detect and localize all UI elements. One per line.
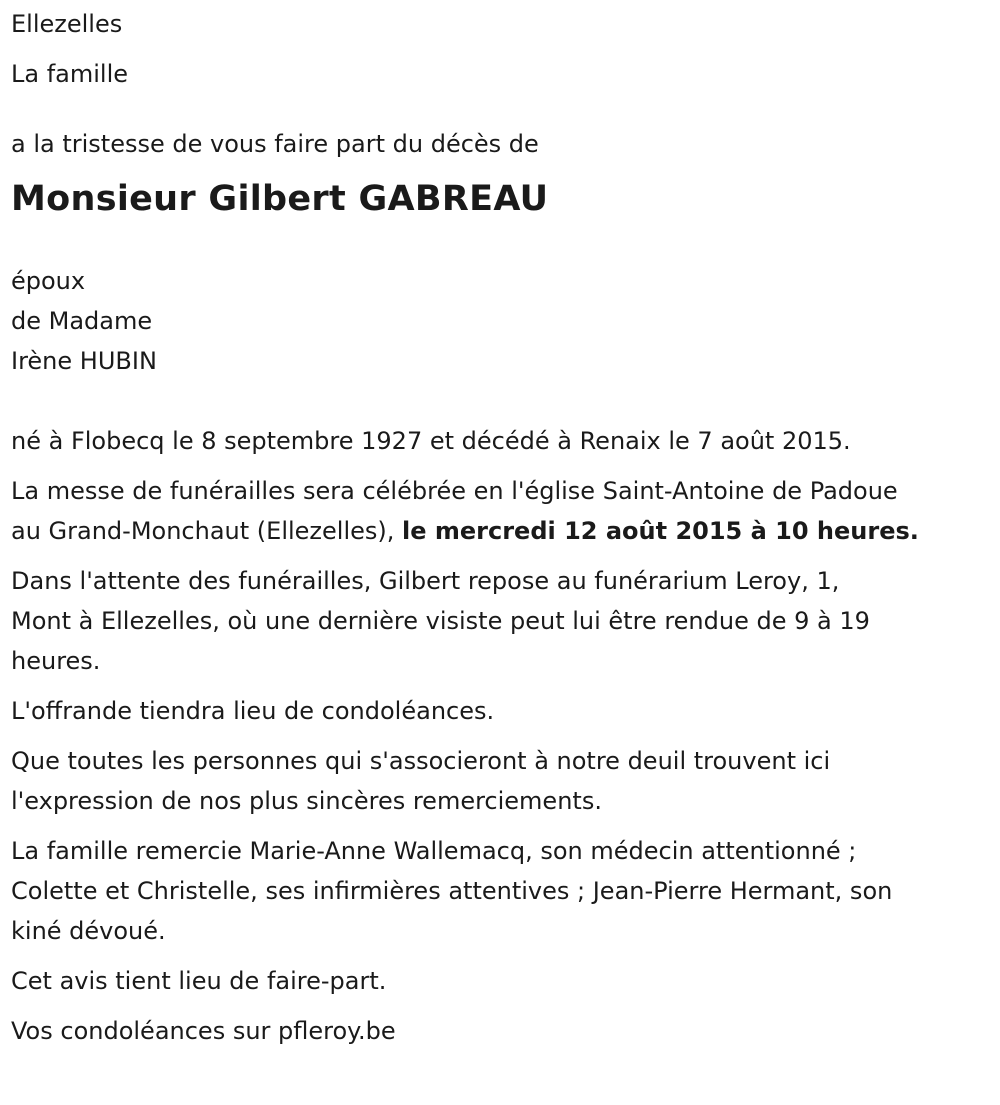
offering-text: L'offrande tiendra lieu de condoléances. — [11, 697, 495, 725]
viewing-line-3: heures. — [11, 647, 101, 675]
family-thanks-paragraph — [11, 831, 1000, 951]
funeral-line-1: La messe de funérailles sera célébrée en l'église Saint-Antoine de Padoue — [11, 477, 898, 505]
thanks-paragraph — [11, 741, 1000, 821]
deceased-name-heading: Monsieur Gilbert GABREAU — [11, 179, 549, 219]
family-thanks-line-3: kiné dévoué. — [11, 917, 166, 945]
notice-text: Cet avis tient lieu de faire-part. — [11, 967, 387, 995]
spouse-line-2: de Madame — [11, 307, 153, 335]
funeral-place-text: au Grand-Monchaut (Ellezelles), — [11, 517, 403, 545]
family-intro-text: La famille — [11, 60, 129, 88]
spacer — [11, 221, 1000, 261]
funeral-datetime-text: le mercredi 12 août 2015 à 10 heures. — [402, 517, 919, 545]
announcement-text: a la tristesse de vous faire part du décès de — [11, 130, 539, 158]
spacer — [11, 94, 1000, 124]
viewing-paragraph — [11, 561, 1000, 681]
thanks-line-1: Que toutes les personnes qui s'associeront à notre deuil trouvent ici — [11, 747, 831, 775]
spouse-block — [11, 261, 1000, 381]
funeral-paragraph — [11, 471, 1000, 551]
family-thanks-line-2: Colette et Christelle, ses infirmières attentives ; Jean-Pierre Hermant, son — [11, 877, 893, 905]
condolences-text: Vos condoléances sur pfleroy.be — [11, 1017, 396, 1045]
funeral-line-2 — [11, 511, 1000, 551]
spacer — [11, 381, 1000, 421]
location-text: Ellezelles — [11, 10, 123, 38]
thanks-line-2: l'expression de nos plus sincères remerciements. — [11, 787, 602, 815]
viewing-line-1: Dans l'attente des funérailles, Gilbert repose au funérarium Leroy, 1, — [11, 567, 840, 595]
viewing-line-2: Mont à Ellezelles, où une dernière visiste peut lui être rendue de 9 à 19 — [11, 607, 870, 635]
spouse-line-1: époux — [11, 267, 86, 295]
birth-death-text: né à Flobecq le 8 septembre 1927 et décédé à Renaix le 7 août 2015. — [11, 427, 851, 455]
spouse-line-3: Irène HUBIN — [11, 347, 157, 375]
family-thanks-line-1: La famille remercie Marie-Anne Wallemacq, son médecin attentionné ; — [11, 837, 857, 865]
